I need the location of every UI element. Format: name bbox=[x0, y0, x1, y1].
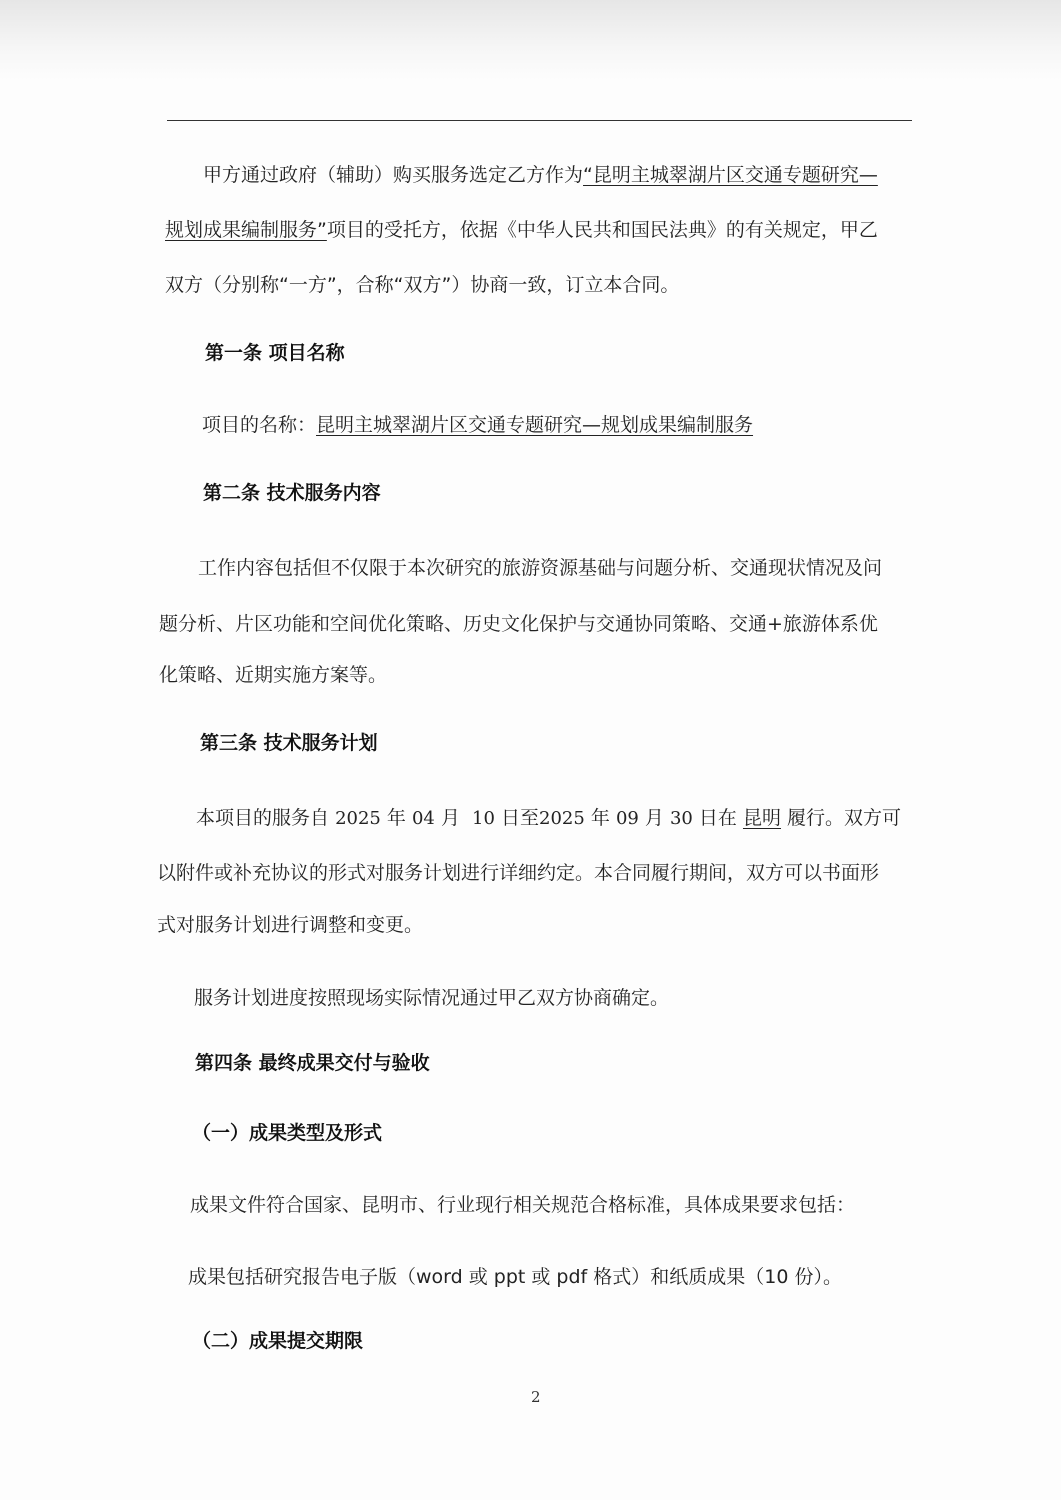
project-name-quote-end: 规划成果编制服务” bbox=[165, 219, 327, 241]
start-month: 04 bbox=[411, 808, 435, 829]
header-rule bbox=[167, 120, 912, 121]
deliverables-standards: 成果文件符合国家、昆明市、行业现行相关规范合格标准，具体成果要求包括： bbox=[190, 1194, 856, 1216]
plan-text: 本项目的服务自 bbox=[196, 807, 330, 829]
plan-text: 履行。双方可 bbox=[787, 807, 902, 829]
scan-shadow bbox=[0, 0, 1061, 80]
subsection-2-title: （二）成果提交期限 bbox=[192, 1330, 364, 1352]
article-3-title: 第三条 技术服务计划 bbox=[200, 732, 378, 754]
deliverables-list: 成果包括研究报告电子版（word 或 ppt 或 pdf 格式）和纸质成果（10 份）。 bbox=[188, 1266, 842, 1288]
schedule-paragraph: 服务计划进度按照现场实际情况通过甲乙双方协商确定。 bbox=[194, 987, 670, 1009]
start-year: 2025 bbox=[335, 808, 381, 829]
plan-text: 年 bbox=[386, 807, 406, 829]
plan-line-2: 以附件或补充协议的形式对服务计划进行详细约定。本合同履行期间，双方可以书面形 bbox=[157, 862, 880, 884]
article-2-title: 第二条 技术服务内容 bbox=[203, 482, 381, 504]
page-number: 2 bbox=[531, 1388, 541, 1406]
intro-line-2 bbox=[165, 215, 878, 242]
article-1-title: 第一条 项目名称 bbox=[205, 342, 345, 364]
intro-line-1 bbox=[203, 160, 878, 187]
plan-text: 年 bbox=[590, 807, 610, 829]
end-year: 2025 bbox=[539, 808, 585, 829]
intro-text: 项目的受托方，依据《中华人民共和国民法典》的有关规定，甲乙 bbox=[326, 219, 878, 241]
article-4-title: 第四条 最终成果交付与验收 bbox=[195, 1052, 430, 1074]
service-location: 昆明 bbox=[742, 807, 781, 829]
intro-text: 甲方通过政府（辅助）购买服务选定乙方作为 bbox=[203, 164, 584, 186]
plan-text: 日在 bbox=[698, 807, 737, 829]
project-name-line bbox=[202, 410, 753, 437]
plan-text: 月 bbox=[440, 807, 460, 829]
plan-text: 日至 bbox=[501, 807, 540, 829]
subsection-1-title: （一）成果类型及形式 bbox=[192, 1122, 383, 1144]
content-line-3: 化策略、近期实施方案等。 bbox=[159, 664, 388, 686]
project-name-quote-start: “昆明主城翠湖片区交通专题研究— bbox=[583, 164, 878, 186]
start-day: 10 bbox=[472, 808, 495, 829]
end-month: 09 bbox=[615, 808, 639, 829]
project-name-label: 项目的名称： bbox=[202, 414, 317, 436]
end-day: 30 bbox=[669, 808, 693, 829]
content-line-1: 工作内容包括但不仅限于本次研究的旅游资源基础与问题分析、交通现状情况及问 bbox=[198, 557, 883, 579]
project-name-value: 昆明主城翠湖片区交通专题研究—规划成果编制服务 bbox=[316, 414, 754, 436]
content-line-2: 题分析、片区功能和空间优化策略、历史文化保护与交通协同策略、交通+旅游体系优 bbox=[159, 613, 878, 635]
plan-text: 月 bbox=[644, 807, 664, 829]
plan-line-1 bbox=[196, 803, 901, 830]
intro-line-3: 双方（分别称“一方”，合称“双方”）协商一致，订立本合同。 bbox=[165, 274, 680, 296]
plan-line-3: 式对服务计划进行调整和变更。 bbox=[157, 914, 424, 936]
